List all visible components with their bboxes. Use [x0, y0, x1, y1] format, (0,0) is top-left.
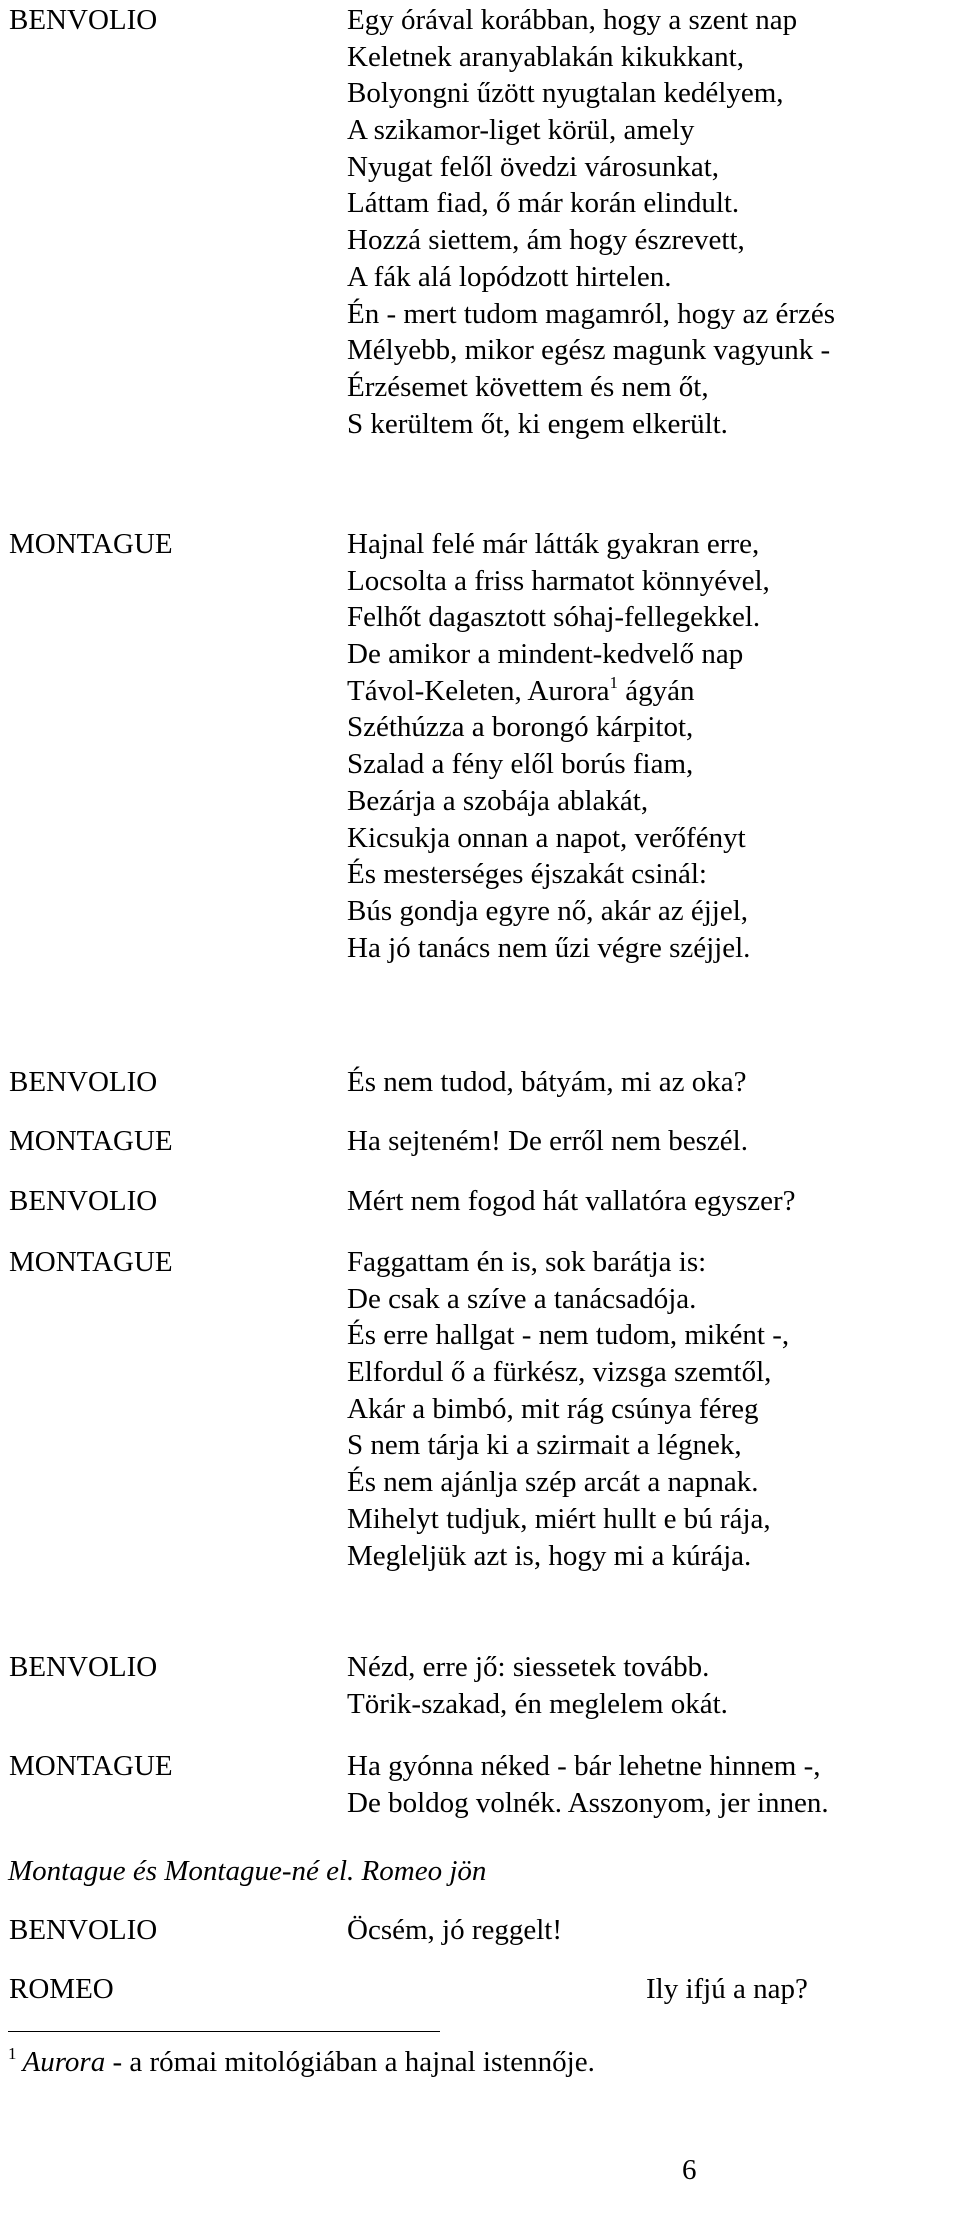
verse-line: Kicsukja onnan a napot, verőfényt: [347, 821, 746, 854]
footnote-marker: 1: [609, 672, 619, 692]
speech-lines: [347, 1123, 748, 1160]
verse-line: S kerültem őt, ki engem elkerült.: [347, 407, 728, 440]
verse-line: Bús gondja egyre nő, akár az éjjel,: [347, 894, 749, 927]
verse-line: S nem tárja ki a szirmait a légnek,: [347, 1429, 742, 1462]
speech-lines: [347, 1244, 789, 1574]
footnote-text: - a római mitológiában a hajnal istennője.: [105, 2046, 595, 2078]
verse-line: Egy órával korábban, hogy a szent nap: [347, 4, 798, 36]
speaker-name: BENVOLIO: [9, 1914, 158, 1946]
speaker-name: BENVOLIO: [9, 4, 158, 36]
footnote: [8, 2044, 595, 2080]
verse-line: Hajnal felé már látták gyakran erre,: [347, 528, 760, 560]
stage-direction: Montague és Montague-né el. Romeo jön: [8, 1855, 487, 1887]
verse-line: Bezárja a szobája ablakát,: [347, 784, 649, 817]
verse-line: Öcsém, jó reggelt!: [347, 1914, 563, 1946]
speech-lines: [347, 2, 835, 442]
speech-lines: [347, 1748, 829, 1821]
verse-line: Nézd, erre jő: siessetek tovább.: [347, 1651, 710, 1683]
footnote-divider: [8, 2031, 440, 2032]
verse-line: De csak a szíve a tanácsadója.: [347, 1282, 697, 1315]
speech-lines: [347, 1912, 562, 1949]
speech-lines: [347, 1649, 728, 1722]
verse-line: Érzésemet követtem és nem őt,: [347, 370, 709, 403]
verse-line: Locsolta a friss harmatot könnyével,: [347, 564, 770, 597]
speech-lines: [347, 1183, 796, 1220]
verse-line: Mihelyt tudjuk, miért hullt e bú rája,: [347, 1502, 771, 1535]
verse-line: És nem tudod, bátyám, mi az oka?: [347, 1066, 747, 1098]
verse-line: Ily ifjú a nap?: [646, 1973, 808, 2005]
verse-line: A szikamor-liget körül, amely: [347, 114, 695, 147]
verse-line: Láttam fiad, ő már korán elindult.: [347, 187, 740, 220]
verse-line: De boldog volnék. Asszonyom, jer innen.: [347, 1786, 829, 1819]
verse-line: Keletnek aranyablakán kikukkant,: [347, 40, 744, 73]
verse-line: És erre hallgat - nem tudom, miként -,: [347, 1319, 790, 1352]
speech-lines: [347, 1064, 746, 1101]
verse-line: Megleljük azt is, hogy mi a kúrája.: [347, 1539, 752, 1572]
verse-line: Mélyebb, mikor egész magunk vagyunk -: [347, 334, 831, 367]
verse-line: Törik-szakad, én meglelem okát.: [347, 1687, 728, 1720]
verse-line: Ha jó tanács nem űzi végre széjjel.: [347, 931, 751, 964]
verse-line: És nem ajánlja szép arcát a napnak.: [347, 1466, 759, 1499]
speaker-name: MONTAGUE: [9, 528, 173, 560]
speaker-name: MONTAGUE: [9, 1246, 173, 1278]
verse-line: Én - mert tudom magamról, hogy az érzés: [347, 297, 836, 330]
verse-line: Faggattam én is, sok barátja is:: [347, 1246, 707, 1278]
speaker-name: ROMEO: [9, 1973, 114, 2005]
speech-lines: [347, 526, 770, 966]
verse-line: Nyugat felől övedzi városunkat,: [347, 150, 720, 183]
verse-line: A fák alá lopódzott hirtelen.: [347, 260, 672, 293]
footnote-term: Aurora: [22, 2046, 106, 2078]
verse-line: Felhőt dagasztott sóhaj-fellegekkel.: [347, 601, 761, 634]
verse-line: De amikor a mindent-kedvelő nap: [347, 638, 744, 671]
verse-line: Ha gyónna néked - bár lehetne hinnem -,: [347, 1750, 821, 1782]
verse-line: Szalad a fény elől borús fiam,: [347, 748, 694, 781]
page-number: 6: [682, 2154, 697, 2186]
speech-lines: [646, 1971, 808, 2008]
verse-line-with-footnote: [347, 673, 770, 710]
footnote-number: 1: [8, 2044, 17, 2063]
verse-text: ágyán: [625, 674, 695, 707]
verse-line: Ha sejteném! De erről nem beszél.: [347, 1125, 748, 1157]
verse-text: Távol-Keleten, Aurora: [347, 674, 610, 707]
verse-line: Akár a bimbó, mit rág csúnya féreg: [347, 1392, 759, 1425]
speaker-name: BENVOLIO: [9, 1066, 158, 1098]
speaker-name: BENVOLIO: [9, 1185, 158, 1217]
verse-line: Hozzá siettem, ám hogy észrevett,: [347, 224, 745, 257]
speaker-name: MONTAGUE: [9, 1750, 173, 1782]
verse-line: Széthúzza a borongó kárpitot,: [347, 711, 694, 744]
verse-line: Bolyongni űzött nyugtalan kedélyem,: [347, 77, 784, 110]
speaker-name: BENVOLIO: [9, 1651, 158, 1683]
verse-line: Mért nem fogod hát vallatóra egyszer?: [347, 1185, 796, 1217]
verse-line: Elfordul ő a fürkész, vizsga szemtől,: [347, 1356, 772, 1389]
speaker-name: MONTAGUE: [9, 1125, 173, 1157]
verse-line: És mesterséges éjszakát csinál:: [347, 858, 707, 891]
